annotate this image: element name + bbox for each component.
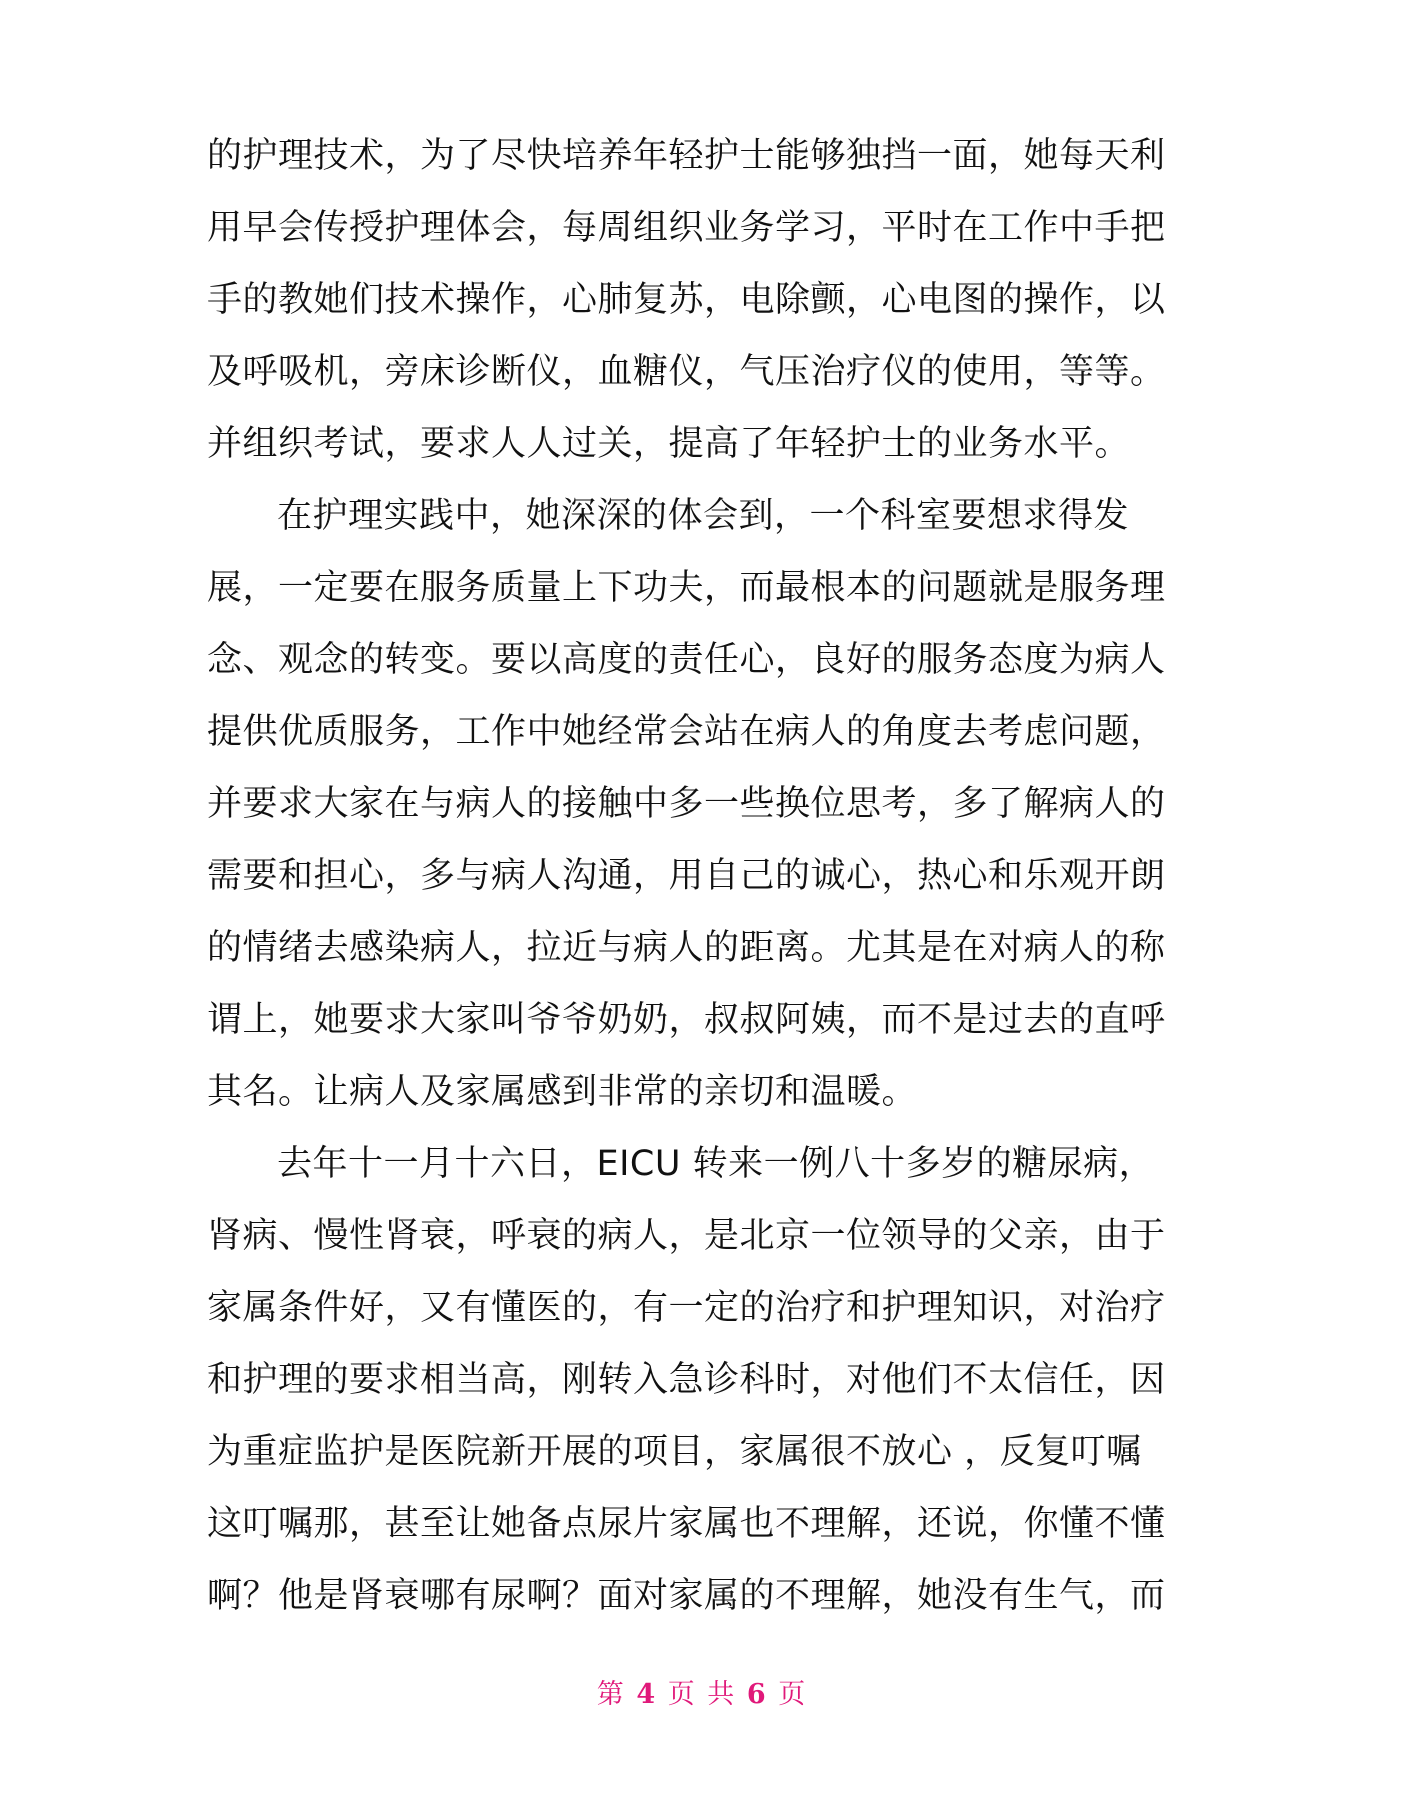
text-line: 用早会传授护理体会，每周组织业务学习，平时在工作中手把: [207, 208, 1166, 248]
page-footer: [0, 1672, 1404, 1711]
text-line: 的护理技术，为了尽快培养年轻护士能够独挡一面，她每天利: [207, 136, 1166, 176]
body-text: [207, 120, 1207, 1632]
total-pages-number: 6: [746, 1679, 768, 1710]
text-line: 手的教她们技术操作，心肺复苏，电除颤，心电图的操作，以: [207, 280, 1166, 320]
text-line: 去年十一月十六日，EICU 转来一例八十多岁的糖尿病，: [277, 1144, 1155, 1184]
text-line: 啊？他是肾衰哪有尿啊？面对家属的不理解，她没有生气，而: [207, 1576, 1166, 1616]
text-line: 其名。让病人及家属感到非常的亲切和温暖。: [207, 1072, 918, 1112]
text-line: 需要和担心，多与病人沟通，用自己的诚心，热心和乐观开朗: [207, 856, 1166, 896]
text-line: 肾病、慢性肾衰，呼衰的病人，是北京一位领导的父亲，由于: [207, 1216, 1166, 1256]
paragraph: [207, 480, 1207, 1128]
text-line: 展，一定要在服务质量上下功夫，而最根本的问题就是服务理: [207, 568, 1166, 608]
text-line: 和护理的要求相当高，刚转入急诊科时，对他们不太信任，因: [207, 1360, 1166, 1400]
text-line: 的情绪去感染病人，拉近与病人的距离。尤其是在对病人的称: [207, 928, 1166, 968]
text-line: 念、观念的转变。要以高度的责任心，良好的服务态度为病人: [207, 640, 1166, 680]
current-page-number: 4: [636, 1679, 658, 1710]
text-line: 提供优质服务，工作中她经常会站在病人的角度去考虑问题，: [207, 712, 1166, 752]
text-line: 并组织考试，要求人人过关，提高了年轻护士的业务水平。: [207, 424, 1131, 464]
text-line: 并要求大家在与病人的接触中多一些换位思考，多了解病人的: [207, 784, 1166, 824]
paragraph: [207, 120, 1207, 480]
text-line: 在护理实践中，她深深的体会到，一个科室要想求得发: [277, 496, 1130, 536]
text-line: 这叮嘱那，甚至让她备点尿片家属也不理解，还说，你懂不懂: [207, 1504, 1166, 1544]
footer-suffix: 页: [778, 1679, 808, 1710]
text-line: 家属条件好，又有懂医的，有一定的治疗和护理知识，对治疗: [207, 1288, 1166, 1328]
footer-middle: 页 共: [667, 1679, 737, 1710]
paragraph: [207, 1128, 1207, 1632]
text-line: 为重症监护是医院新开展的项目，家属很不放心 ，反复叮嘱: [207, 1432, 1142, 1472]
text-line: 谓上，她要求大家叫爷爷奶奶，叔叔阿姨，而不是过去的直呼: [207, 1000, 1166, 1040]
footer-prefix: 第: [596, 1679, 626, 1710]
text-line: 及呼吸机，旁床诊断仪，血糖仪，气压治疗仪的使用，等等。: [207, 352, 1166, 392]
